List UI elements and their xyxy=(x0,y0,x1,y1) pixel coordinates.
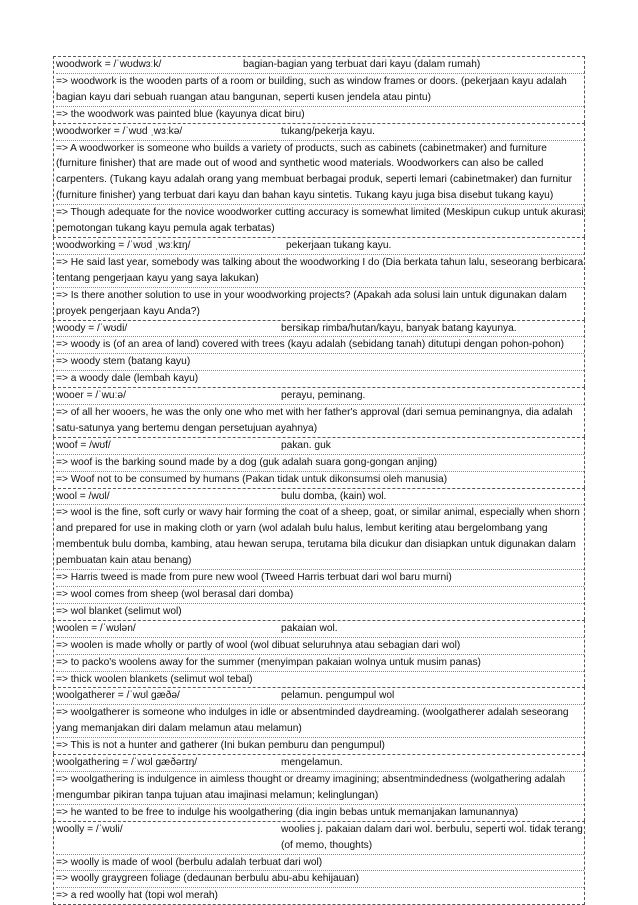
example-line: => wool is the fine, soft curly or wavy hair forming the coat of a sheep, goat, or similar animal, especially when shorn and prepared for use in making cloth or yarn (wol adalah bulu halus, lembut keriting atau bergelombang yang membentuk bulu domba, kambing, atau hewan serupa, terutama bila dicukur dan disiapkan untuk digunakan dalam pembuatan kain atau benang) xyxy=(56,504,584,569)
entry-headline xyxy=(56,438,584,454)
entry-headline xyxy=(56,822,584,854)
headword-pronunciation: wooer = /ˈwuːə/ xyxy=(56,390,126,402)
headword-translation: pekerjaan tukang kayu. xyxy=(286,239,392,251)
example-line: => woolgatherer is someone who indulges in idle or absentminded daydreaming. (woolgatherer adalah seseorang yang memanjakan diri dalam melamun atau melamun) xyxy=(56,704,584,737)
headword-pronunciation: woolen = /ˈwʊlən/ xyxy=(56,622,136,634)
example-line: => to packo's woolens away for the summer (menyimpan pakaian wolnya untuk musim panas) xyxy=(56,654,584,671)
headword-pronunciation: woody = /ˈwʊdi/ xyxy=(56,322,128,334)
example-line: => A woodworker is someone who builds a variety of products, such as cabinets (cabinetmaker) and furniture (furniture finisher) that are made out of wood and synthetic wood materials. Woodworkers can also be called carpenters. (Tukang kayu adalah orang yang membuat berbagai produk, seperti lemari (cabinetmaker) dan furnitur (furniture finisher) yang terbuat dari kayu dan bahan kayu sintetis. Tukang kayu juga bisa disebut tukang kayu) xyxy=(56,140,584,205)
entry-headline xyxy=(56,755,584,771)
headword-translation: bersikap rimba/hutan/kayu, banyak batang kayunya. xyxy=(281,322,517,334)
headword-translation: perayu, peminang. xyxy=(281,390,366,402)
example-line: => woolly is made of wool (berbulu adalah terbuat dari wol) xyxy=(56,854,584,871)
headword-pronunciation: woof = /wʊf/ xyxy=(56,439,111,451)
dictionary-entry xyxy=(53,620,585,688)
dictionary-entry xyxy=(53,754,585,821)
example-line: => Though adequate for the novice woodworker cutting accuracy is somewhat limited (Meskipun cukup untuk akurasi pemotongan tukang kayu pemula agak terbatas) xyxy=(56,204,584,237)
dictionary-entry xyxy=(53,821,585,905)
example-line: => woodwork is the wooden parts of a room or building, such as window frames or doors. (pekerjaan kayu adalah bagian kayu dari sebuah ruangan atau bangunan, seperti kusen jendela atau pintu) xyxy=(56,73,584,106)
entry-headline xyxy=(56,321,584,337)
headword-pronunciation: woolly = /ˈwʊli/ xyxy=(56,823,123,835)
headword-pronunciation: woodworker = /ˈwʊd ˌwɜːkə/ xyxy=(56,125,183,137)
dictionary-document xyxy=(53,56,585,905)
dictionary-entry xyxy=(53,488,585,620)
headword-translation: woolies j. pakaian dalam dari wol. berbulu, seperti wol. tidak terang (of memo, thoughts) xyxy=(281,823,583,851)
example-line: => wol blanket (selimut wol) xyxy=(56,603,584,620)
headword-translation: pelamun. pengumpul wol xyxy=(281,690,395,702)
dictionary-entry xyxy=(53,687,585,754)
example-line: => Is there another solution to use in your woodworking projects? (Apakah ada solusi lain untuk digunakan dalam proyek pengerjaan kayu Anda?) xyxy=(56,287,584,320)
headword-pronunciation: woodworking = /ˈwʊd ˌwɜːkɪŋ/ xyxy=(56,239,191,251)
headword-translation: pakan. guk xyxy=(281,439,331,451)
dictionary-entry xyxy=(53,237,585,320)
dictionary-entry xyxy=(53,437,585,488)
example-line: => woolgathering is indulgence in aimless thought or dreamy imagining; absentmindedness (wolgathering adalah mengumbar pikiran tanpa tujuan atau imajinasi melamun; kelinglungan) xyxy=(56,771,584,804)
entry-headline xyxy=(56,621,584,637)
example-line: => woody stem (batang kayu) xyxy=(56,353,584,370)
headword-translation: bagian-bagian yang terbuat dari kayu (dalam rumah) xyxy=(243,59,481,70)
example-line: => the woodwork was painted blue (kayunya dicat biru) xyxy=(56,106,584,123)
example-line: => a red woolly hat (topi wol merah) xyxy=(56,887,584,904)
entry-headline xyxy=(56,57,584,73)
dictionary-entry xyxy=(53,123,585,237)
entry-headline xyxy=(56,688,584,704)
dictionary-entry xyxy=(53,320,585,388)
headword-pronunciation: woolgathering = /ˈwʊl ɡæðərɪŋ/ xyxy=(56,757,198,769)
headword-pronunciation: woodwork = /ˈwʊdwɜːk/ xyxy=(56,59,162,70)
example-line: => thick woolen blankets (selimut wol tebal) xyxy=(56,671,584,688)
example-line: => Woof not to be consumed by humans (Pakan tidak untuk dikonsumsi oleh manusia) xyxy=(56,471,584,488)
headword-pronunciation: wool = /wʊl/ xyxy=(56,490,110,502)
example-line: => wool comes from sheep (wol berasal dari domba) xyxy=(56,586,584,603)
example-line: => a woody dale (lembah kayu) xyxy=(56,370,584,387)
headword-translation: mengelamun. xyxy=(281,757,343,769)
example-line: => Harris tweed is made from pure new wool (Tweed Harris terbuat dari wol baru murni) xyxy=(56,569,584,586)
entry-headline xyxy=(56,238,584,254)
headword-translation: pakaian wol. xyxy=(281,622,338,634)
dictionary-entry xyxy=(53,56,585,123)
example-line: => woody is (of an area of land) covered with trees (kayu adalah (sebidang tanah) ditutupi dengan pohon-pohon) xyxy=(56,336,584,353)
dictionary-entry xyxy=(53,387,585,437)
example-line: => woolly graygreen foliage (dedaunan berbulu abu-abu kehijauan) xyxy=(56,870,584,887)
example-line: => He said last year, somebody was talking about the woodworking I do (Dia berkata tahun lalu, seseorang berbicara tentang pengerjaan kayu yang saya lakukan) xyxy=(56,254,584,287)
entry-headline xyxy=(56,124,584,140)
example-line: => he wanted to be free to indulge his woolgathering (dia ingin bebas untuk memanjakan lamunannya) xyxy=(56,804,584,821)
example-line: => of all her wooers, he was the only one who met with her father's approval (dari semua peminangnya, dia adalah satu-satunya yang bertemu dengan persetujuan ayahnya) xyxy=(56,404,584,437)
headword-translation: bulu domba, (kain) wol. xyxy=(281,490,387,502)
headword-pronunciation: woolgatherer = /ˈwʊl ɡæðə/ xyxy=(56,690,180,702)
headword-translation: tukang/pekerja kayu. xyxy=(281,125,376,137)
example-line: => woof is the barking sound made by a dog (guk adalah suara gong-gongan anjing) xyxy=(56,454,584,471)
entry-headline xyxy=(56,489,584,505)
example-line: => woolen is made wholly or partly of wool (wol dibuat seluruhnya atau sebagian dari wol) xyxy=(56,637,584,654)
entry-headline xyxy=(56,388,584,404)
example-line: => This is not a hunter and gatherer (Ini bukan pemburu dan pengumpul) xyxy=(56,737,584,754)
